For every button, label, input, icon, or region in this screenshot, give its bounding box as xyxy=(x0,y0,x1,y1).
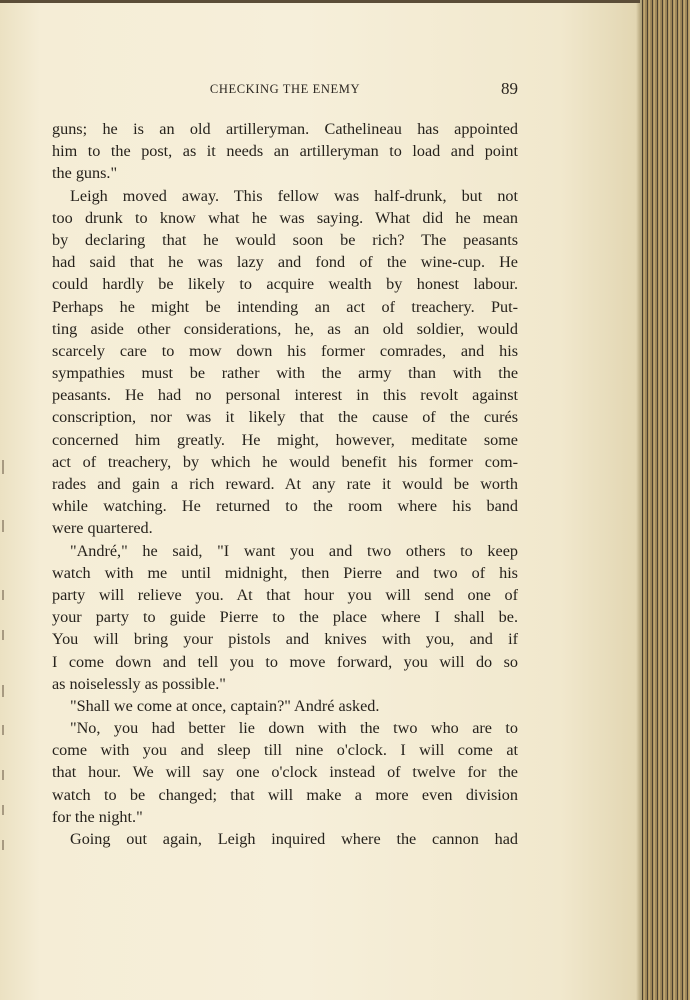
text-line: You will bring your pistols and knives with you, and if xyxy=(52,630,518,649)
text-line: Perhaps he might be intending an act of treachery. Put- xyxy=(52,297,518,316)
text-line: I come down and tell you to move forward, you will do so xyxy=(52,652,518,671)
text-line: were quartered. xyxy=(52,519,153,538)
text-line: that hour. We will say one o'clock instead of twelve for the xyxy=(52,763,518,782)
text-line: Leigh moved away. This fellow was half-drunk, but not xyxy=(70,186,518,205)
text-line: guns; he is an old artilleryman. Cathelineau has appointed xyxy=(52,120,518,138)
text-line: "No, you had better lie down with the two who are to xyxy=(70,719,518,738)
page-top-edge xyxy=(0,0,640,3)
text-line: had said that he was lazy and fond of the wine-cup. He xyxy=(52,253,518,272)
text-line: watch to be changed; that will make a more even division xyxy=(52,785,518,804)
text-line: rades and gain a rich reward. At any rate it would be worth xyxy=(52,475,518,493)
page-number: 89 xyxy=(501,79,518,98)
page-header xyxy=(52,80,518,100)
text-line: watch with me until midnight, then Pierre and two of his xyxy=(52,563,518,582)
text-line: Going out again, Leigh inquired where the cannon had xyxy=(70,830,518,848)
book-page-edges xyxy=(642,0,690,1000)
text-line: "Shall we come at once, captain?" André asked. xyxy=(70,696,380,715)
text-line: act of treachery, by which he would benefit his former com- xyxy=(52,452,518,471)
text-line: scarcely care to mow down his former comrades, and his xyxy=(52,341,518,360)
text-line: conscription, nor was it likely that the cause of the curés xyxy=(52,408,518,427)
text-line: by declaring that he would soon be rich? The peasants xyxy=(52,230,518,249)
text-line: him to the post, as it needs an artilleryman to load and point xyxy=(52,142,518,161)
text-line: the guns." xyxy=(52,164,118,183)
text-line: ting aside other considerations, he, as an old soldier, would xyxy=(52,319,518,338)
text-line: could hardly be likely to acquire wealth by honest labour. xyxy=(52,275,518,294)
left-margin-marks xyxy=(0,460,10,860)
text-line: concerned him greatly. He might, however, meditate some xyxy=(52,430,518,449)
text-line: as noiselessly as possible." xyxy=(52,674,226,693)
text-line: come with you and sleep till nine o'clock. I will come at xyxy=(52,741,518,760)
text-line: party will relieve you. At that hour you will send one of xyxy=(52,585,518,604)
text-line: for the night." xyxy=(52,807,143,826)
text-line: sympathies must be rather with the army than with the xyxy=(52,364,518,383)
running-head: CHECKING THE ENEMY xyxy=(209,82,361,96)
text-line: peasants. He had no personal interest in this revolt against xyxy=(52,386,518,405)
text-line: "André," he said, "I want you and two others to keep xyxy=(70,541,518,560)
text-line: while watching. He returned to the room where his band xyxy=(52,497,518,516)
text-line: your party to guide Pierre to the place where I shall be. xyxy=(52,608,518,627)
body-text xyxy=(52,118,518,850)
text-line: too drunk to know what he was saying. What did he mean xyxy=(52,208,518,227)
